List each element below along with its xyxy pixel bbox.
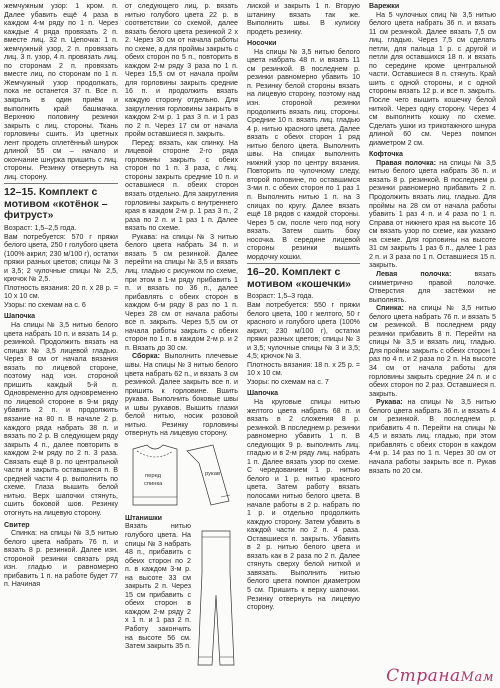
pants-paragraph: Вязать нитью голубого цвета. На спицы № 3 набрать 48 п., прибавить с обеих сторон по 2 п. в каждом 3-м р. на высоте 33 см закрыть 2 п. Через 15 см прибавить с обеих сторон в каждом 2-м ряду 2 х 1 п. и 1 раз 2 п. Работу закончить на высоте 56 см. Затем закрыть 35 п. — [125, 522, 191, 651]
column-3 — [247, 2, 360, 612]
divider — [247, 263, 360, 264]
fig-label-sleeve: рукав — [205, 470, 221, 477]
left-shelf-paragraph: вязать симметрично правой полочке. Отверстия для застёжки не выполнять. — [369, 269, 496, 304]
hat-paragraph: На спицы № 3,5 нитью белого цвета набрать 10 п. и вязать 14 р. резинкой. Продолжить вязать на спицах № 3,5 лицевой гладью. Через 8 см от начала вязания вязать по лицевой стороне, поэтому над изн. стороной пришить каждый 5-й п. Одновременно для одновременно по лицевой стороне в 9-м ряду убавить 2 п. и продолжить вязание на 80 п. В начале 2 р. каждого ряда набрать 38 п. и вязать по 2 р. В следующем ряду закрыть 4 п., далее повторить в каждом 2-м ряду по 2 п. 3 раза. Связать ещё 8 р. по центральной части и закрыть оставшиеся п. В средней части 4 р. выполнить по схеме. Глаза вышить белой нитью. Верх шапочки стянуть, сшить боковой шов. Резинку отогнуть на лицевую сторону. — [4, 321, 118, 518]
back-heading: Спинка: — [376, 304, 404, 313]
watermark-logo — [386, 666, 494, 686]
back-paragraph: на спицы № 3,5 нитью белого цвета набрать 76 п. и вязать 5 см резинкой. В последнем ряду резинки прибавить 8 п. Перейти на спицы № 3,5 и вязать лиц. гладью. Для проймы закрыть с обеих сторон 1 раз по 4 п. и 2 раза по 2 п. На высоте 34 см от начала работы для горловины закрыть средние 24 п. и с обеих сторон по 2 раз. Оставшиеся п. закрыть. — [369, 304, 496, 398]
age-line: Возраст: 1,5–2,5 года. — [4, 223, 77, 232]
pattern-line: Узоры: по схемам на с. 6 — [4, 300, 86, 309]
section-title-16-20: 16–20. Комплект с мотивом «кошечки» — [247, 266, 352, 290]
hat-heading: Шапочка — [4, 312, 36, 321]
sleeves-paragraph: Рукава: на спицы № 3 нитью белого цвета набрать 34 п. и вязать 5 см резинкой. Далее перейти на спицы № 3,5 и вязать лиц. гладью с рисунком по схеме, при этом в 1-м ряду прибавить 1 п. и вязать по 36 п., далее прибавлять с обеих сторон в каждом 6-м ряду 8 раз по 1 п. Через 28 см от начала работы все п. закрыть. Через 5,5 см от начала работы закрыть с обеих сторон по 1 п. в каждом 2-м р. и 2 п. Вязать до 30 см. — [125, 232, 238, 352]
jacket-heading: Кофточка — [369, 150, 403, 159]
materials-line: Вам потребуется: 550 г пряжи белого цвета, 100 г желтого, 50 г красного и голубого цвета (100% акрил; 230 м/100 г), остатки пряжи разных цветов; спицы № 3 и 3,5; чулочные спицы № 3 и 3,5; 4,5; крючок № 3. — [247, 300, 360, 361]
jacket-sleeves-heading: Рукава: — [376, 398, 403, 407]
column-4 — [369, 2, 496, 475]
sweater-schematic-svg — [125, 441, 238, 511]
sweater-schematic — [125, 441, 238, 511]
sweater-cont-paragraph: от следующего лиц. р. вязать нитью голубого цвета 22 р. в соответствии со схемой, далее вязать белого цвета резинкой 2 х 2. Через 30 см от начала работы по схеме, а для проймы закрыть с обеих сторон по 5 п., повторить в каждом 2-м ряду 3 раза по 1 п. Через 15,5 см от начала пройм для горловины закрыть средние 16 п. и продолжить вязать каждую сторону отдельно. Для закругления горловины закрыть в каждом 2-м р. 1 раз 3 п. и 1 раз по 2 п. Через 17 см от начала пройм оставшиеся п. закрыть. — [125, 2, 238, 139]
pants-end-paragraph: лиской и закрыть 1 п. Вторую штанину вязать так же. Выполнить швы. В кулиску продеть резинку. — [247, 2, 360, 36]
pants-outline — [198, 531, 234, 665]
section-title-12-15: 12–15. Комплект с мотивом «котёнок – фитруст» — [4, 186, 108, 222]
sweater-heading: Свитер — [4, 520, 30, 529]
fig-label-back: спинка — [144, 480, 163, 487]
fig-label-front: перед — [145, 472, 162, 479]
density-line: Плотность вязания: 18 п. x 25 р. = 10 x 10 см. — [247, 360, 360, 378]
jacket-sleeves-paragraph: на спицы № 3,5 нитью белого цвета набрать 36 п. и вязать 4 см резинкой. В последнем р. прибавить 4 п. Перейти на спицы № 4,5 и вязать лиц. гладью, при этом прибавлять с обеих сторон в каждом 4-м р. 14 раз по 1 п. Через 30 см от начала работы закрыть все п. Рукав вязать по 20 см. — [369, 398, 496, 475]
hat-paragraph: На круговые спицы нитью желтого цвета набрать 68 п. и вязать в 2 сложения 8 р. резинкой. В последнем р. резинки равномерно убавить 1 п. В следующих 9 р. выполнить лиц. гладью и в 2-м ряду лиц. набрать 1 п. Далее вязать узор по схеме. С чередованием 1 р. нитью белого и 1 р. нитью красного цвета. Затем работу вязать полосами нитью белого цвета. В начале работы в 2 р. набрать по 1 р. и отдельно продолжить каждую сторону. Затем убавить в каждой части по 2 п. 4 раза. Оставшиеся п. закрыть. Убавить в 2 р. нитью белого цвета и вязать как в 2 раза по 2 п. Далее стянуть сверху белой ниткой и завязать. Выполнить нитью белого цвета помпон диаметром 5 см. Пришить к верху шапочки. Резинку отвернуть на лицевую сторону. — [247, 397, 360, 612]
left-shelf-heading: Левая полочка: — [376, 269, 452, 278]
pants-heading: Штанишки — [125, 513, 163, 522]
socks-paragraph: На спицы № 3,5 нитью белого цвета набрать 48 п. и вязать 11 см резинкой. В последнем р. резинки равномерно убавить 10 п. Резинку белой стороны вязать на лицевую сторону, поэтому над изн. стороной резинки продолжить вязать лиц. стороны. Средние 10 п. вязать лиц. гладью 4 р. нитью красного цвета. Далее вязать с обеих сторон 1 ряд нитью белого цвета. Выполнить швы. На спицах выполнить нижний узор по центру вязания. Повторить по чулочному следу, второй половине, по оставшимся 3-ми п. с обеих сторон по 1 раз 1 п. Выполнить нитью 1 п. на 3 спицах по кругу. Далее вязать ещё 18 рядов с каждой стороны. Через 5 см, после чего под ногу вязать. Затем сшить боку носочка. В середине лицевой стороны резинки вышить мордочку кошки. — [247, 47, 360, 261]
pattern-line: Узоры: по схемам на с. 7 — [247, 377, 329, 386]
assembly-paragraph: Выполнить плечевые швы. На спицы № 3 нитью белого цвета набрать 62 п., и вязать 3 см резинкой. Далее закрыть все п. и пришить к горловине. Вшить рукава. Выполнить боковые швы и швы рукавов. Вышить глазки белой нитью, носик розовой нитью. Резинку горловины отвернуть на лицевую сторону. — [125, 352, 238, 438]
right-shelf-heading: Правая полочка: — [376, 158, 436, 167]
column-2 — [125, 2, 238, 678]
socks-heading: Носочки — [247, 39, 277, 48]
intro-paragraph: жемчужным узор: 1 кром. п. Далее убавить ещё 4 раза в каждом 4-м ряду по 1 п. Через каждые 4 ряда провязать 2 п. вместе лиц. 32 п. Цепочка: 1 п. жемчужный узор, 2 п. провязать лиц. 3 п. узор, 4 п. провязать лиц. по сторонам 2 п. провязать вместе лиц. по сторонам по 1 п. Жемчужный узор продолжать, пока не останется 37 п. Все п. закрыть в один приём и выполнить край башмачка. Верхнюю половину резинки закрыть с лиц. стороны. Ткань горловины сшить. Из цветных лент продеть сплетённый шнурок длиной 55 см – начало и окончание шнурка пришить с лиц. стороны. Резинку отвернуть на лиц. сторону. — [4, 2, 118, 181]
mittens-paragraph: На 5 чулочных спиц № 3,5 нитью белого цвета набрать 36 п. и вязать 11 см резинкой. Далее вязать 7,5 см лиц. гладью. Через 7,5 см сделать петли, для пальца 1 р. с другой и петли для оставшихся 18 п. и вязать по середине кроме центральной части. Оставшиеся 8 п. стянуть. Край шить с одной стороны, и с одной стороны вязать 12 р. и все п. закрыть. После чего вышить кошечку белой ниткой. Через одну сторону. Через 4 см выполнить кошку по схеме. Сделать ушки из трикотажного шнура длиной 60 см. Через помпон диаметром 2 см. — [369, 10, 496, 147]
age-line: Возраст: 1,5–3 года. — [247, 292, 314, 301]
pants-schematic-svg — [194, 525, 238, 675]
neckline-front — [137, 451, 173, 457]
column-1 — [4, 2, 118, 589]
assembly-heading: Сборка: — [132, 352, 160, 361]
materials-line: Вам потребуется: 570 г пряжи белого цвета, 250 г голубого цвета (100% акрил; 230 м/100 г), остатки пряжи разных цветов; спицы № 3 и 3,5; 2 чулочные спицы № 2,5, крючок № 2,5. — [4, 232, 119, 284]
sweater-paragraph: Спинка: на спицы № 3,5 нитью белого цвета набрать 76 п. и вязать 8 р. резинкой. Далее изн. стороной резинки связать ряд изн. гладью и равномерно прибавить 1 п. на работе будет 77 п. Начиная — [4, 529, 118, 589]
watermark-text: Страна — [386, 666, 461, 686]
density-line: Плотность вязания: 20 п. x 28 р. = 10 x 10 см. — [4, 283, 118, 301]
hat-heading: Шапочка — [247, 389, 279, 398]
pants-schematic — [194, 525, 238, 675]
watermark-tail: Мам — [460, 670, 494, 685]
front-paragraph: Перед: вязать, как спинку. На лицевой стороне 2-го ряда горловины закрыть с обеих сторон по 1 п. 3 раза, с лиц. стороны закрыть средние 10 п. и оставшиеся п. обеих сторон вязать отдельно. Для закругления горловины закрыть с внутреннего края в каждом 2-м р. 1 раз 3 п., 2 раза по 2 п. и 1 раз 1 п. Далее вязать по схеме. — [125, 138, 238, 233]
divider — [4, 183, 118, 184]
right-shelf-paragraph: на спицы № 3,5 нитью белого цвета набрать 36 п. и вязать 8 р. резинкой. В последнем р. резинки равномерно прибавить 2 п. Продолжить вязать лиц. гладью. Для проймы на 28 см от начала работы убавить 1 раз 4 п. и 4 раза по 1 п. Справа от нижнего края на высоте 16 см вязать узор по схеме, как указано на схеме. Для горловины на высоте 31 см закрыть 1 раз 6 п., далее 1 раз 2 п. и 3 раза по 1 п. Оставшиеся 15 п. закрыть. — [369, 158, 496, 270]
mittens-heading: Варежки — [369, 2, 400, 10]
sleeve-rib-line — [221, 495, 230, 497]
